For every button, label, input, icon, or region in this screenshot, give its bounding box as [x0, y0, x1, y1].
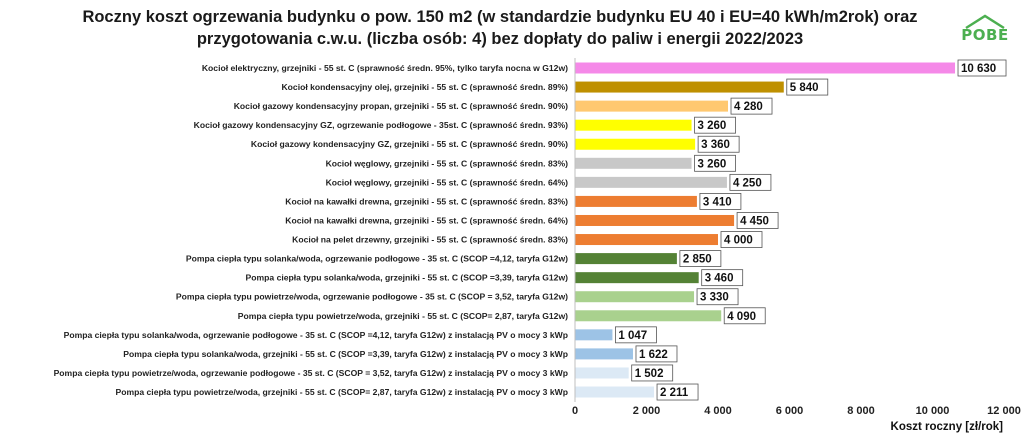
bar — [575, 158, 692, 169]
bar-group — [326, 174, 771, 190]
category-label: Pompa ciepła typu powietrze/woda, ogrzewanie podłogowe - 35 st. C (SCOP = 3,52, taryfa G12w) z instalacją PV o mocy 3 kWp — [53, 367, 568, 378]
x-axis-title: Koszt roczny [zł/rok] — [890, 421, 1003, 433]
bar — [575, 177, 727, 188]
bar-group — [186, 251, 721, 267]
bar-group — [202, 60, 1006, 76]
bar — [575, 310, 721, 321]
bar — [575, 196, 697, 207]
bar-group — [54, 365, 673, 381]
bar-group — [292, 232, 762, 248]
value-label: 1 047 — [618, 329, 648, 342]
bar — [575, 387, 654, 398]
bar-group — [194, 117, 736, 133]
bar — [575, 272, 699, 283]
x-tick-label: 4 000 — [704, 405, 732, 417]
category-label: Pompa ciepła typu solanka/woda, grzejniki - 55 st. C (SCOP =3,39, taryfa G12w) z instalacją PV o mocy 3 kWp — [123, 348, 568, 359]
x-tick-label: 12 000 — [987, 405, 1021, 417]
value-label: 4 000 — [724, 234, 753, 247]
bar — [575, 139, 695, 150]
category-label: Kocioł na kawałki drewna, grzejniki - 55 st. C (sprawność średn. 64%) — [285, 215, 568, 226]
value-label: 4 250 — [732, 177, 762, 190]
bar — [575, 348, 633, 359]
x-tick-label: 6 000 — [775, 405, 804, 417]
bar — [575, 367, 629, 378]
value-label: 10 630 — [961, 63, 997, 75]
category-label: Kocioł na kawałki drewna, grzejniki - 55 st. C (sprawność średn. 83%) — [285, 196, 568, 207]
category-label: Pompa ciepła typu powietrze/woda, ogrzewanie podłogowe - 35 st. C (SCOP = 3,52, taryfa G12w) — [175, 291, 568, 302]
bar — [575, 329, 612, 340]
bar-group — [326, 155, 736, 171]
value-label: 4 450 — [740, 215, 769, 228]
bar-group — [285, 212, 778, 228]
bar-group — [176, 289, 738, 305]
bar-group — [123, 346, 677, 362]
value-label: 2 850 — [682, 253, 712, 266]
category-label: Pompa ciepła typu powietrze/woda, grzejniki - 55 st. C (SCOP= 2,87, taryfa G12w) — [237, 310, 568, 321]
bar-group — [281, 79, 827, 95]
value-label: 2 211 — [660, 387, 689, 400]
category-label: Kocioł gazowy kondensacyjny GZ, grzejniki - 55 st. C (sprawność średn. 90%) — [250, 139, 568, 150]
value-label: 5 840 — [789, 82, 819, 95]
bar-group — [246, 270, 743, 286]
bar — [575, 63, 955, 74]
value-label: 3 460 — [704, 272, 734, 285]
value-label: 3 360 — [701, 139, 730, 152]
category-label: Kocioł na pelet drzewny, grzejniki - 55 st. C (sprawność średn. 83%) — [292, 234, 568, 245]
bar — [575, 215, 734, 226]
value-label: 3 410 — [702, 196, 732, 209]
bar-group — [285, 193, 741, 209]
category-label: Kocioł węglowy, grzejniki - 55 st. C (sprawność średn. 64%) — [325, 177, 568, 188]
category-label: Kocioł gazowy kondensacyjny GZ, ogrzewanie podłogowe - 35st. C (sprawność średn. 93%) — [193, 120, 568, 131]
category-label: Pompa ciepła typu powietrze/woda, grzejniki - 55 st. C (SCOP= 2,87, taryfa G12w) z instalacją PV o mocy 3 kWp — [115, 387, 568, 398]
bar-group — [234, 98, 772, 114]
chart-title-line-2: przygotowania c.w.u. (liczba osób: 4) bez dopłaty do paliw i energii 2022/2023 — [196, 30, 804, 48]
bar — [575, 253, 677, 264]
value-label: 1 622 — [638, 348, 668, 361]
category-label: Kocioł węglowy, grzejniki - 55 st. C (sprawność średn. 83%) — [325, 158, 568, 169]
value-label: 3 260 — [697, 158, 727, 171]
value-label: 4 280 — [734, 101, 763, 114]
category-label: Pompa ciepła typu solanka/woda, ogrzewanie podłogowe - 35 st. C (SCOP =4,12, taryfa G12w) — [185, 253, 568, 264]
x-tick-label: 8 000 — [847, 405, 875, 417]
category-label: Kocioł kondensacyjny olej, grzejniki - 55 st. C (sprawność średn. 89%) — [281, 82, 568, 93]
x-tick-label: 2 000 — [632, 405, 661, 417]
value-label: 3 330 — [700, 291, 729, 304]
bar-group — [238, 308, 765, 324]
chart-title-line-1: Roczny koszt ogrzewania budynku o pow. 150 m2 (w standardzie budynku EU 40 i EU=40 kWh/m2rok) oraz — [82, 8, 918, 26]
category-label: Kocioł elektryczny, grzejniki - 55 st. C (sprawność średn. 95%, tylko taryfa nocna w G12w) — [201, 63, 568, 73]
bar-group — [251, 136, 739, 152]
bar — [575, 82, 784, 93]
value-label: 1 502 — [634, 367, 664, 380]
logo-text: POBE — [961, 26, 1009, 44]
category-label: Kocioł gazowy kondensacyjny propan, grzejniki - 55 st. C (sprawność średn. 90%) — [233, 101, 568, 112]
value-label: 3 260 — [697, 120, 727, 133]
bar-group — [64, 327, 657, 343]
bar — [575, 234, 718, 245]
x-tick-label: 10 000 — [915, 405, 950, 417]
bar — [575, 120, 692, 131]
x-tick-label: 0 — [571, 405, 579, 417]
category-label: Pompa ciepła typu solanka/woda, grzejniki - 55 st. C (SCOP =3,39, taryfa G12w) — [245, 272, 568, 283]
value-label: 4 090 — [727, 310, 756, 323]
bar — [575, 101, 728, 112]
bar-group — [115, 384, 698, 400]
bar — [575, 291, 694, 302]
category-label: Pompa ciepła typu solanka/woda, ogrzewanie podłogowe - 35 st. C (SCOP =4,12, taryfa G12w) z instalacją PV o mocy 3 kWp — [63, 329, 568, 340]
